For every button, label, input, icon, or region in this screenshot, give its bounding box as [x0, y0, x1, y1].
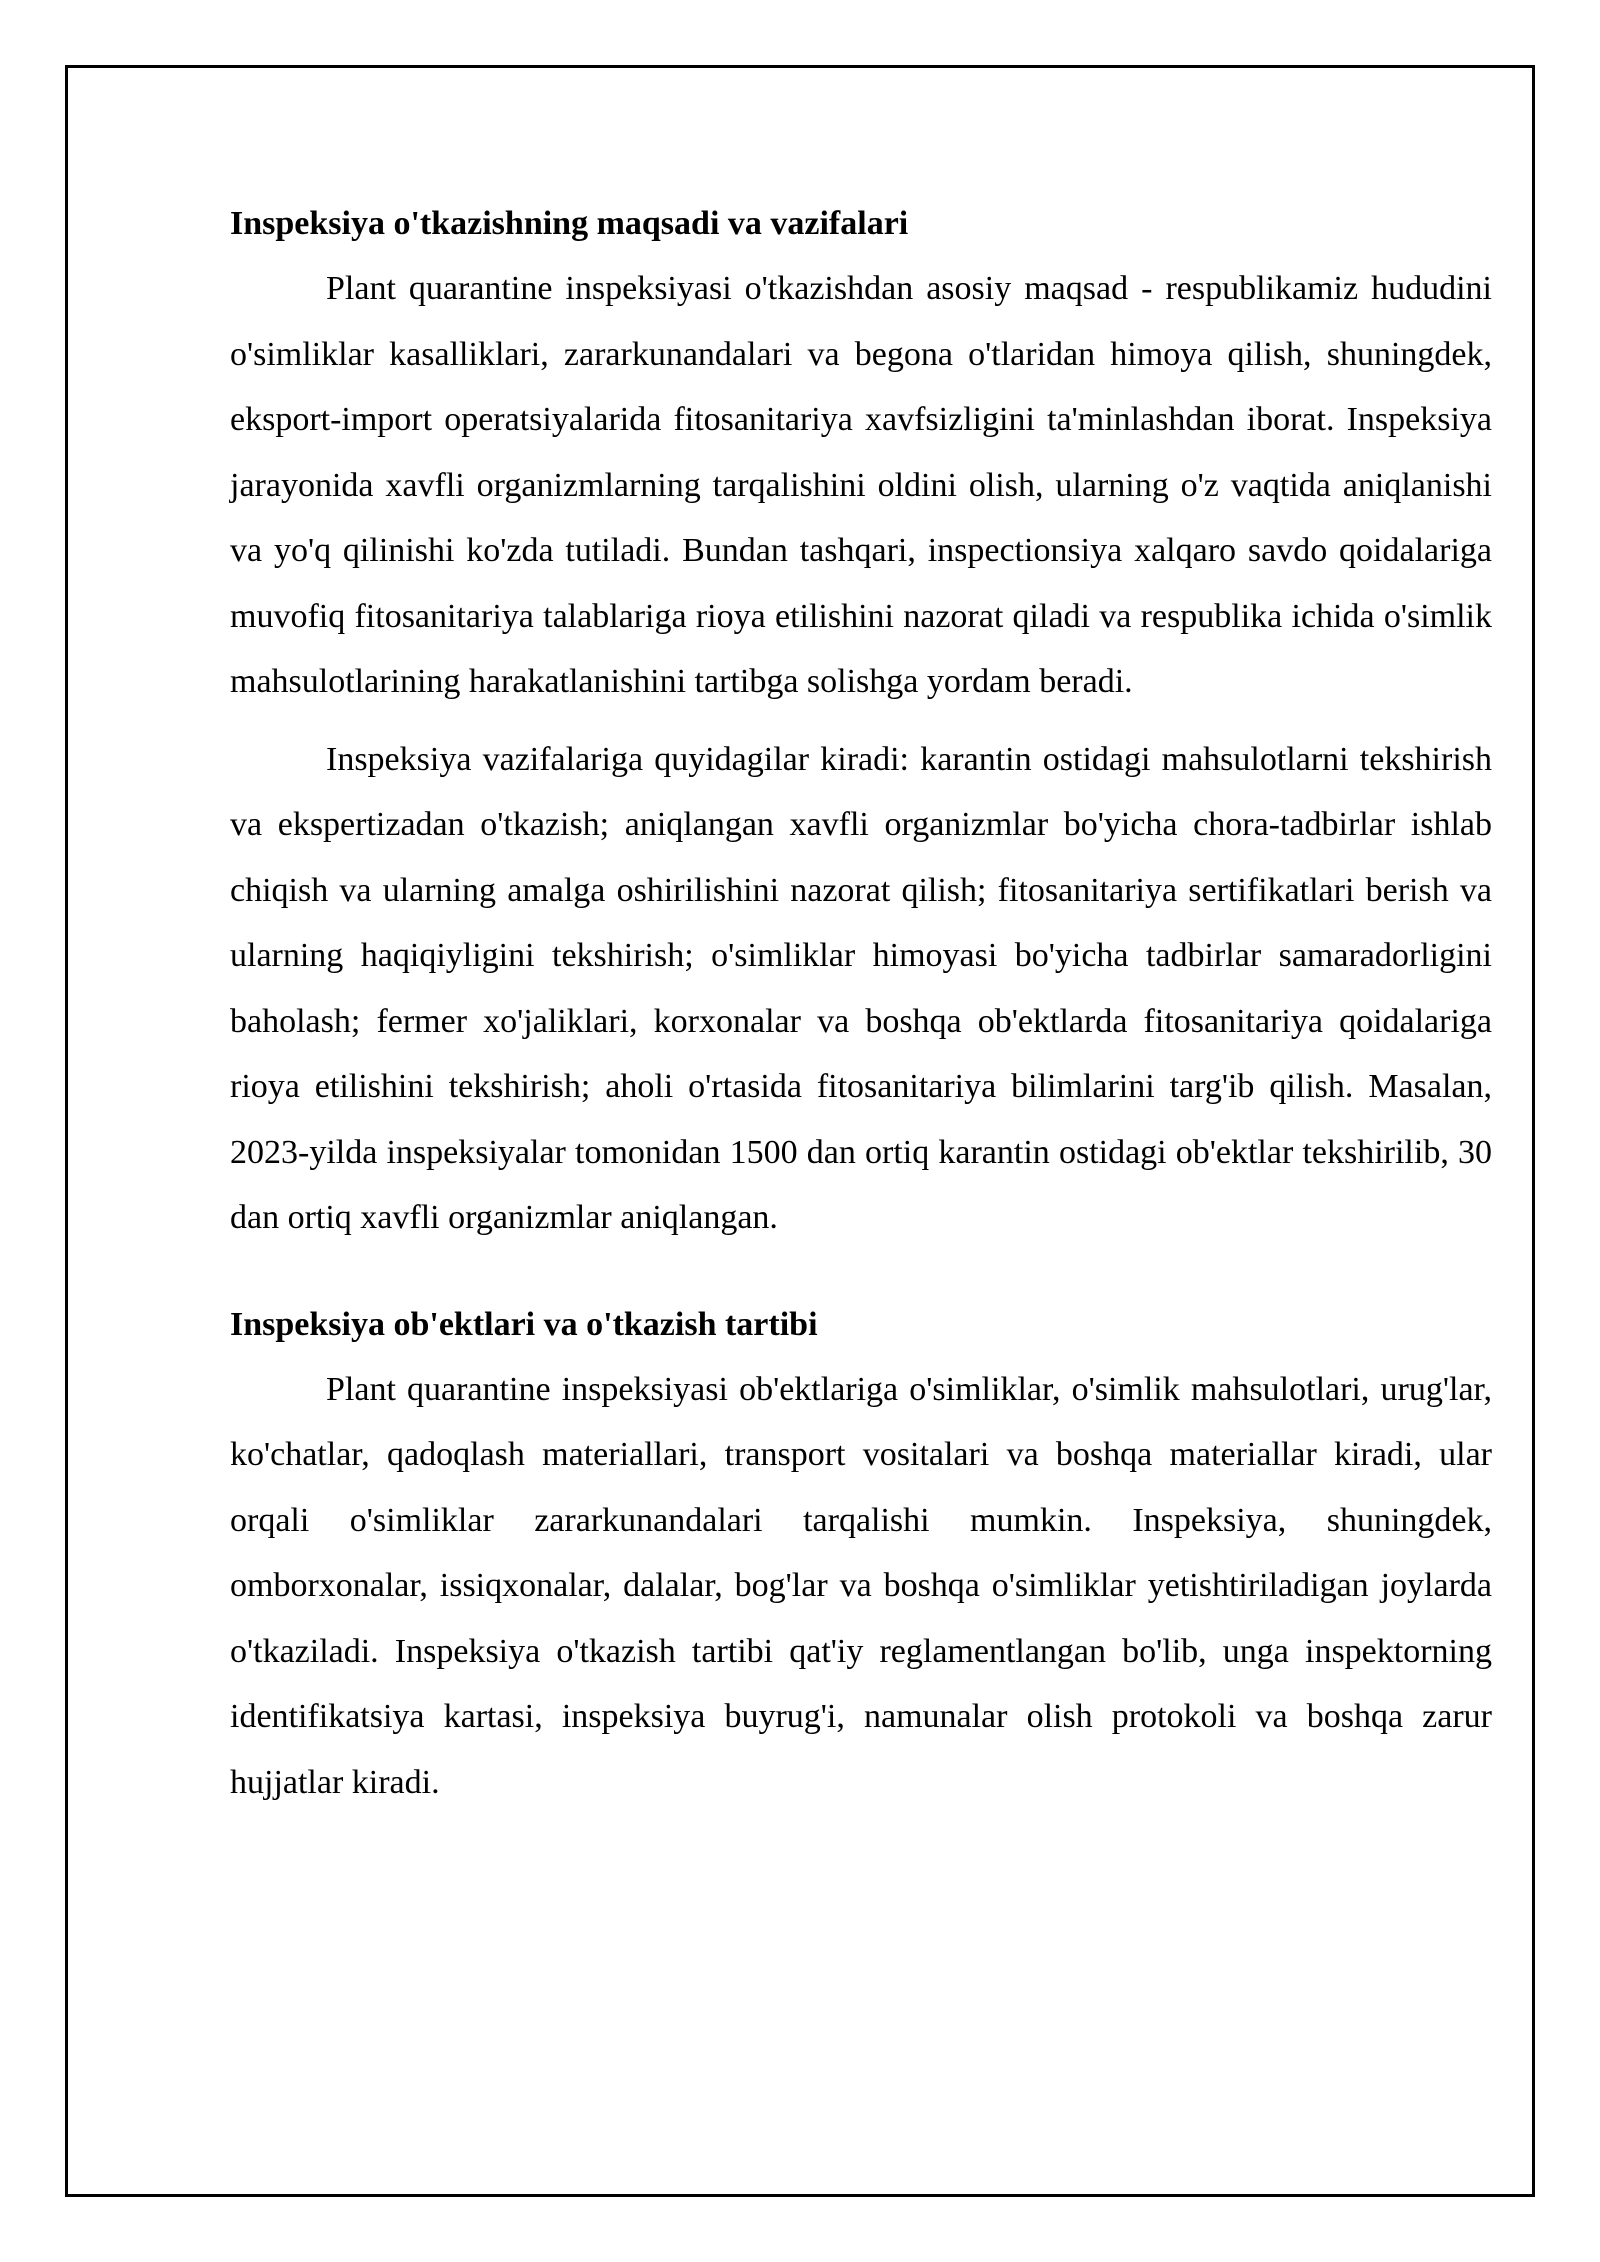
paragraph: Inspeksiya vazifalariga quyidagilar kiradi: karantin ostidagi mahsulotlarni tekshirish va ekspertizadan o'tkazish; aniqlangan xavfli organizmlar bo'yicha chora-tadbirlar ishlab chiqish va ularning amalga oshirilishini nazorat qilish; fitosanitariya sertifikatlari berish va ularning haqiqiyligini tekshirish; o'simliklar himoyasi bo'yicha tadbirlar samaradorligini baholash; fermer xo'jaliklari, korxonalar va boshqa ob'ektlarda fitosanitariya qoidalariga rioya etilishini tekshirish; aholi o'rtasida fitosanitariya bilimlarini targ'ib qilish. Masalan, 2023-yilda inspeksiyalar tomonidan 1500 dan ortiq karantin ostidagi ob'ektlar tekshirilib, 30 dan ortiq xavfli organizmlar aniqlangan. — [230, 740, 1492, 1236]
section-title: Inspeksiya o'tkazishning maqsadi va vazifalari — [230, 205, 909, 242]
section-title: Inspeksiya ob'ektlari va o'tkazish tartibi — [230, 1305, 818, 1343]
document-body — [230, 200, 1492, 1815]
paragraph: Plant quarantine inspeksiyasi o'tkazishdan asosiy maqsad - respublikamiz hududini o'simliklar kasalliklari, zararkunandalari va begona o'tlaridan himoya qilish, shuningdek, eksport-import operatsiyalarida fitosanitariya xavfsizligini ta'minlashdan iborat. Inspeksiya jarayonida xavfli organizmlarning tarqalishini oldini olish, ularning o'z vaqtida aniqlanishi va yo'q qilinishi ko'zda tutiladi. Bundan tashqari, inspectionsiya xalqaro savdo qoidalariga muvofiq fitosanitariya talablariga rioya etilishini nazorat qiladi va respublika ichida o'simlik mahsulotlarining harakatlanishini tartibga solishga yordam beradi. — [230, 270, 1492, 700]
section-objects — [230, 1301, 1492, 1816]
section-goals — [230, 200, 1492, 1251]
paragraph: Plant quarantine inspeksiyasi ob'ektlariga o'simliklar, o'simlik mahsulotlari, urug'lar, ko'chatlar, qadoqlash materiallari, transport vositalari va boshqa materiallar kiradi, ular orqali o'simliklar zararkunandalari tarqalishi mumkin. Inspeksiya, shuningdek, omborxonalar, issiqxonalar, dalalar, bog'lar va boshqa o'simliklar yetishtiriladigan joylarda o'tkaziladi. Inspeksiya o'tkazish tartibi qat'iy reglamentlangan bo'lib, unga inspektorning identifikatsiya kartasi, inspeksiya buyrug'i, namunalar olish protokoli va boshqa zarur hujjatlar kiradi. — [230, 1370, 1492, 1801]
